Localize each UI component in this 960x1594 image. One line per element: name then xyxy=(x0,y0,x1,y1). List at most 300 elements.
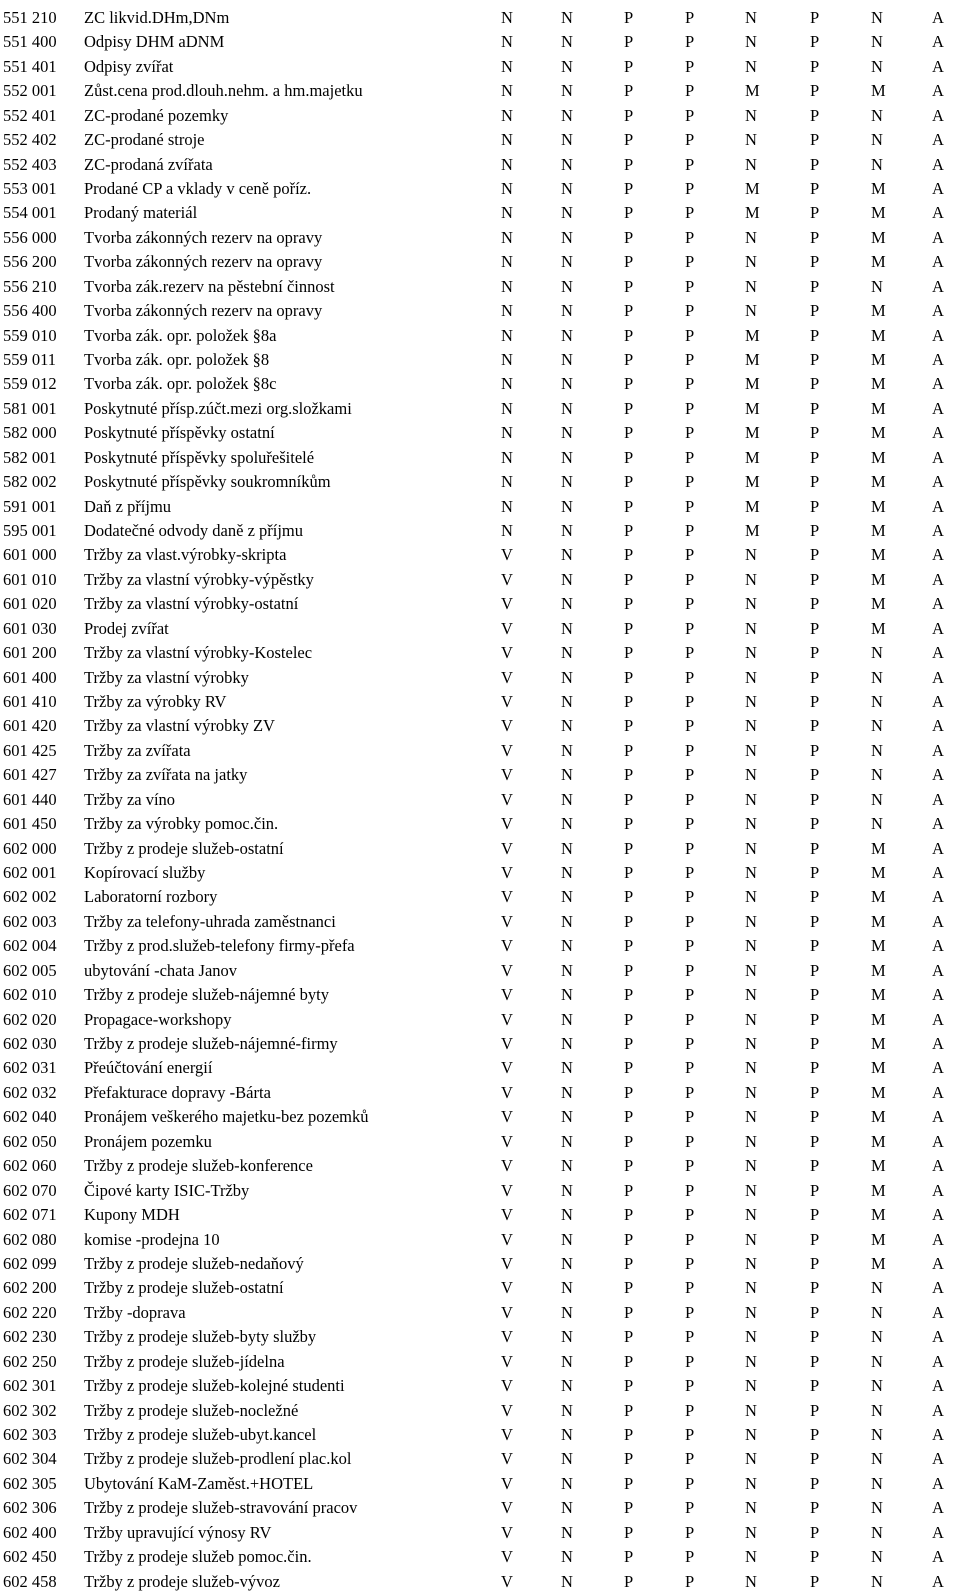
table-row xyxy=(0,1252,960,1276)
account-name: ubytování -chata Janov xyxy=(84,960,238,980)
flag-cell-7: M xyxy=(871,227,886,247)
account-name: Tržby za vlastní výrobky-Kostelec xyxy=(84,643,313,663)
table-row xyxy=(0,812,960,836)
account-code: 602 010 xyxy=(3,985,57,1005)
flag-cell-2: N xyxy=(561,692,573,712)
flag-cell-5: M xyxy=(745,423,760,443)
flag-cell-2: N xyxy=(561,1449,573,1469)
flag-cell-3: P xyxy=(624,398,634,418)
flag-cell-4: P xyxy=(685,814,695,834)
table-row xyxy=(0,1056,960,1080)
flag-cell-5: M xyxy=(745,472,760,492)
flag-cell-8: A xyxy=(932,569,944,589)
flag-cell-6: P xyxy=(810,1156,820,1176)
flag-cell-4: P xyxy=(685,56,695,76)
flag-cell-5: M xyxy=(745,521,760,541)
flag-cell-5: N xyxy=(745,1424,757,1444)
flag-cell-1: V xyxy=(501,1107,513,1127)
flag-cell-1: V xyxy=(501,936,513,956)
flag-cell-1: V xyxy=(501,1082,513,1102)
account-name: Tržby z prodeje služeb-prodlení plac.kol xyxy=(84,1449,352,1469)
table-row xyxy=(0,1276,960,1300)
flag-cell-3: P xyxy=(624,1473,634,1493)
flag-cell-5: N xyxy=(745,936,757,956)
flag-cell-8: A xyxy=(932,1278,944,1298)
flag-cell-3: P xyxy=(624,1253,634,1273)
account-code: 552 403 xyxy=(3,154,57,174)
flag-cell-8: A xyxy=(932,1229,944,1249)
flag-cell-3: P xyxy=(624,252,634,272)
flag-cell-1: N xyxy=(501,447,513,467)
flag-cell-4: P xyxy=(685,569,695,589)
flag-cell-6: P xyxy=(810,716,820,736)
flag-cell-8: A xyxy=(932,56,944,76)
account-code: 601 010 xyxy=(3,569,57,589)
flag-cell-1: V xyxy=(501,643,513,663)
table-row xyxy=(0,446,960,470)
flag-cell-7: N xyxy=(871,1473,883,1493)
flag-cell-4: P xyxy=(685,179,695,198)
account-name: Přeúčtování energií xyxy=(84,1058,213,1078)
flag-cell-7: M xyxy=(871,1205,886,1225)
table-row xyxy=(0,739,960,763)
flag-cell-4: P xyxy=(685,1327,695,1347)
flag-cell-3: P xyxy=(624,1424,634,1444)
account-name: Prodej zvířat xyxy=(84,618,169,638)
account-name: Tvorba zák. opr. položek §8c xyxy=(84,374,277,394)
account-code: 556 400 xyxy=(3,301,57,321)
flag-cell-4: P xyxy=(685,203,695,223)
flag-cell-6: P xyxy=(810,960,820,980)
table-row xyxy=(0,885,960,909)
table-row xyxy=(0,421,960,445)
flag-cell-2: N xyxy=(561,789,573,809)
flag-cell-8: A xyxy=(932,325,944,345)
flag-cell-3: P xyxy=(624,130,634,150)
flag-cell-4: P xyxy=(685,1229,695,1249)
flag-cell-5: N xyxy=(745,643,757,663)
table-row xyxy=(0,6,960,30)
flag-cell-8: A xyxy=(932,252,944,272)
flag-cell-2: N xyxy=(561,350,573,370)
account-name: Tržby z prodeje služeb pomoc.čin. xyxy=(84,1547,312,1567)
flag-cell-8: A xyxy=(932,911,944,931)
flag-cell-8: A xyxy=(932,594,944,614)
flag-cell-6: P xyxy=(810,521,820,541)
flag-cell-7: N xyxy=(871,8,883,27)
flag-cell-2: N xyxy=(561,740,573,760)
flag-cell-8: A xyxy=(932,1180,944,1200)
flag-cell-5: N xyxy=(745,1302,757,1322)
flag-cell-7: N xyxy=(871,692,883,712)
account-code: 601 200 xyxy=(3,643,57,663)
flag-cell-4: P xyxy=(685,863,695,883)
flag-cell-3: P xyxy=(624,618,634,638)
flag-cell-7: M xyxy=(871,1107,886,1127)
account-name: Poskytnuté příspěvky soukromníkům xyxy=(84,472,331,492)
flag-cell-8: A xyxy=(932,521,944,541)
account-code: 559 012 xyxy=(3,374,57,394)
account-code: 556 200 xyxy=(3,252,57,272)
flag-cell-2: N xyxy=(561,1351,573,1371)
flag-cell-5: N xyxy=(745,814,757,834)
flag-cell-5: N xyxy=(745,1571,757,1591)
account-code: 602 230 xyxy=(3,1327,57,1347)
flag-cell-6: P xyxy=(810,8,820,27)
flag-cell-2: N xyxy=(561,521,573,541)
flag-cell-6: P xyxy=(810,1082,820,1102)
flag-cell-8: A xyxy=(932,643,944,663)
flag-cell-6: P xyxy=(810,1522,820,1542)
account-code: 601 440 xyxy=(3,789,57,809)
account-code: 601 420 xyxy=(3,716,57,736)
flag-cell-6: P xyxy=(810,1571,820,1591)
account-code: 581 001 xyxy=(3,398,57,418)
flag-cell-7: N xyxy=(871,32,883,52)
flag-cell-6: P xyxy=(810,692,820,712)
account-name: Tržby upravující výnosy RV xyxy=(84,1522,272,1542)
flag-cell-5: N xyxy=(745,545,757,565)
flag-cell-5: N xyxy=(745,154,757,174)
flag-cell-6: P xyxy=(810,130,820,150)
account-name: Čipové karty ISIC-Tržby xyxy=(84,1180,250,1200)
flag-cell-4: P xyxy=(685,594,695,614)
flag-cell-3: P xyxy=(624,740,634,760)
flag-cell-1: V xyxy=(501,1253,513,1273)
account-name: Laboratorní rozbory xyxy=(84,887,218,907)
flag-cell-8: A xyxy=(932,1253,944,1273)
flag-cell-1: V xyxy=(501,789,513,809)
flag-cell-6: P xyxy=(810,1253,820,1273)
flag-cell-5: N xyxy=(745,1498,757,1518)
flag-cell-4: P xyxy=(685,1156,695,1176)
account-code: 602 040 xyxy=(3,1107,57,1127)
flag-cell-6: P xyxy=(810,56,820,76)
flag-cell-8: A xyxy=(932,203,944,223)
flag-cell-2: N xyxy=(561,1327,573,1347)
account-code: 602 001 xyxy=(3,863,57,883)
flag-cell-3: P xyxy=(624,1498,634,1518)
flag-cell-4: P xyxy=(685,8,695,27)
flag-cell-5: N xyxy=(745,594,757,614)
flag-cell-5: M xyxy=(745,447,760,467)
flag-cell-4: P xyxy=(685,472,695,492)
flag-cell-7: M xyxy=(871,472,886,492)
flag-cell-7: M xyxy=(871,1156,886,1176)
flag-cell-8: A xyxy=(932,740,944,760)
flag-cell-1: V xyxy=(501,569,513,589)
flag-cell-4: P xyxy=(685,1253,695,1273)
flag-cell-7: M xyxy=(871,545,886,565)
flag-cell-2: N xyxy=(561,1107,573,1127)
flag-cell-2: N xyxy=(561,130,573,150)
flag-cell-1: N xyxy=(501,325,513,345)
flag-cell-2: N xyxy=(561,1131,573,1151)
flag-cell-4: P xyxy=(685,130,695,150)
flag-cell-5: N xyxy=(745,1376,757,1396)
table-row xyxy=(0,1228,960,1252)
account-code: 602 050 xyxy=(3,1131,57,1151)
flag-cell-8: A xyxy=(932,1009,944,1029)
table-row xyxy=(0,568,960,592)
table-row xyxy=(0,1203,960,1227)
table-row xyxy=(0,397,960,421)
account-name: Tržby z prodeje služeb-nocležné xyxy=(84,1400,299,1420)
flag-cell-5: N xyxy=(745,1522,757,1542)
flag-cell-2: N xyxy=(561,1034,573,1054)
flag-cell-6: P xyxy=(810,1229,820,1249)
flag-cell-1: V xyxy=(501,1522,513,1542)
flag-cell-7: M xyxy=(871,838,886,858)
flag-cell-2: N xyxy=(561,887,573,907)
flag-cell-5: M xyxy=(745,325,760,345)
flag-cell-6: P xyxy=(810,569,820,589)
account-name: Zůst.cena prod.dlouh.nehm. a hm.majetku xyxy=(84,81,363,101)
table-row xyxy=(0,1399,960,1423)
table-row xyxy=(0,470,960,494)
account-code: 602 032 xyxy=(3,1082,57,1102)
table-row xyxy=(0,324,960,348)
flag-cell-2: N xyxy=(561,1547,573,1567)
table-row xyxy=(0,690,960,714)
flag-cell-1: V xyxy=(501,692,513,712)
account-name: Tržby za vlastní výrobky-výpěstky xyxy=(84,569,314,589)
flag-cell-3: P xyxy=(624,1131,634,1151)
flag-cell-5: M xyxy=(745,203,760,223)
table-row xyxy=(0,714,960,738)
table-row xyxy=(0,1154,960,1178)
flag-cell-2: N xyxy=(561,56,573,76)
flag-cell-7: M xyxy=(871,398,886,418)
flag-cell-3: P xyxy=(624,789,634,809)
flag-cell-1: V xyxy=(501,814,513,834)
account-name: Tržby za vlast.výrobky-skripta xyxy=(84,545,287,565)
flag-cell-1: N xyxy=(501,56,513,76)
account-name: Tržby z prod.služeb-telefony firmy-přefa xyxy=(84,936,355,956)
flag-cell-4: P xyxy=(685,1034,695,1054)
flag-cell-6: P xyxy=(810,911,820,931)
flag-cell-3: P xyxy=(624,545,634,565)
flag-cell-7: N xyxy=(871,1498,883,1518)
account-code: 602 220 xyxy=(3,1302,57,1322)
flag-cell-7: N xyxy=(871,1547,883,1567)
flag-cell-1: V xyxy=(501,1058,513,1078)
flag-cell-6: P xyxy=(810,1376,820,1396)
table-row xyxy=(0,1179,960,1203)
flag-cell-6: P xyxy=(810,203,820,223)
account-name: Tržby za vlastní výrobky ZV xyxy=(84,716,275,736)
account-code: 591 001 xyxy=(3,496,57,516)
account-name: Tržby za zvířata na jatky xyxy=(84,765,248,785)
account-code: 602 004 xyxy=(3,936,57,956)
flag-cell-6: P xyxy=(810,1131,820,1151)
flag-cell-2: N xyxy=(561,1278,573,1298)
account-name: Dodatečné odvody daně z příjmu xyxy=(84,521,304,541)
flag-cell-8: A xyxy=(932,227,944,247)
table-row xyxy=(0,201,960,225)
flag-cell-6: P xyxy=(810,618,820,638)
flag-cell-4: P xyxy=(685,838,695,858)
table-row xyxy=(0,983,960,1007)
flag-cell-3: P xyxy=(624,1180,634,1200)
account-code: 582 000 xyxy=(3,423,57,443)
flag-cell-2: N xyxy=(561,1253,573,1273)
flag-cell-8: A xyxy=(932,398,944,418)
flag-cell-4: P xyxy=(685,618,695,638)
flag-cell-4: P xyxy=(685,643,695,663)
flag-cell-2: N xyxy=(561,447,573,467)
flag-cell-4: P xyxy=(685,374,695,394)
flag-cell-4: P xyxy=(685,789,695,809)
flag-cell-3: P xyxy=(624,1034,634,1054)
account-name: Poskytnuté příspěvky ostatní xyxy=(84,423,275,443)
flag-cell-3: P xyxy=(624,863,634,883)
flag-cell-1: N xyxy=(501,350,513,370)
flag-cell-4: P xyxy=(685,496,695,516)
flag-cell-3: P xyxy=(624,325,634,345)
flag-cell-8: A xyxy=(932,1424,944,1444)
flag-cell-8: A xyxy=(932,1522,944,1542)
table-row xyxy=(0,641,960,665)
flag-cell-2: N xyxy=(561,1498,573,1518)
flag-cell-5: N xyxy=(745,789,757,809)
table-row xyxy=(0,519,960,543)
flag-cell-2: N xyxy=(561,203,573,223)
flag-cell-8: A xyxy=(932,716,944,736)
flag-cell-3: P xyxy=(624,1205,634,1225)
flag-cell-8: A xyxy=(932,1082,944,1102)
flag-cell-5: N xyxy=(745,252,757,272)
flag-cell-3: P xyxy=(624,521,634,541)
flag-cell-1: N xyxy=(501,227,513,247)
flag-cell-5: N xyxy=(745,692,757,712)
flag-cell-6: P xyxy=(810,936,820,956)
flag-cell-3: P xyxy=(624,1156,634,1176)
flag-cell-3: P xyxy=(624,887,634,907)
flag-cell-7: N xyxy=(871,154,883,174)
flag-cell-7: M xyxy=(871,985,886,1005)
flag-cell-5: N xyxy=(745,1449,757,1469)
table-row xyxy=(0,348,960,372)
flag-cell-1: V xyxy=(501,1131,513,1151)
table-row xyxy=(0,666,960,690)
flag-cell-8: A xyxy=(932,105,944,125)
flag-cell-8: A xyxy=(932,814,944,834)
flag-cell-1: V xyxy=(501,1498,513,1518)
flag-cell-8: A xyxy=(932,789,944,809)
flag-cell-3: P xyxy=(624,179,634,198)
flag-cell-2: N xyxy=(561,1229,573,1249)
flag-cell-8: A xyxy=(932,863,944,883)
flag-cell-1: V xyxy=(501,1376,513,1396)
flag-cell-2: N xyxy=(561,569,573,589)
flag-cell-2: N xyxy=(561,1205,573,1225)
flag-cell-3: P xyxy=(624,838,634,858)
flag-cell-5: N xyxy=(745,1253,757,1273)
flag-cell-4: P xyxy=(685,1058,695,1078)
account-code: 602 303 xyxy=(3,1424,57,1444)
account-name: Tržby z prodeje služeb-vývoz xyxy=(84,1571,280,1591)
flag-cell-1: V xyxy=(501,1400,513,1420)
flag-cell-8: A xyxy=(932,960,944,980)
flag-cell-6: P xyxy=(810,838,820,858)
flag-cell-5: N xyxy=(745,56,757,76)
flag-cell-5: N xyxy=(745,1278,757,1298)
flag-cell-8: A xyxy=(932,692,944,712)
flag-cell-7: M xyxy=(871,887,886,907)
flag-cell-7: M xyxy=(871,569,886,589)
account-code: 602 003 xyxy=(3,911,57,931)
account-name: Pronájem veškerého majetku-bez pozemků xyxy=(84,1107,369,1127)
flag-cell-7: N xyxy=(871,789,883,809)
flag-cell-3: P xyxy=(624,1400,634,1420)
flag-cell-8: A xyxy=(932,276,944,296)
account-name: Odpisy DHM aDNM xyxy=(84,32,225,52)
account-name: Tvorba zák. opr. položek §8a xyxy=(84,325,277,345)
account-code: 602 250 xyxy=(3,1351,57,1371)
flag-cell-7: N xyxy=(871,1376,883,1396)
flag-cell-2: N xyxy=(561,423,573,443)
flag-cell-1: V xyxy=(501,960,513,980)
flag-cell-6: P xyxy=(810,81,820,101)
flag-cell-1: N xyxy=(501,472,513,492)
account-name: Tržby z prodeje služeb-kolejné studenti xyxy=(84,1376,345,1396)
flag-cell-2: N xyxy=(561,667,573,687)
flag-cell-7: N xyxy=(871,105,883,125)
flag-cell-1: N xyxy=(501,423,513,443)
flag-cell-4: P xyxy=(685,936,695,956)
flag-cell-6: P xyxy=(810,594,820,614)
account-name: Tržby za víno xyxy=(84,789,176,809)
flag-cell-2: N xyxy=(561,1302,573,1322)
account-code: 602 458 xyxy=(3,1571,57,1591)
account-code: 602 060 xyxy=(3,1156,57,1176)
flag-cell-5: N xyxy=(745,667,757,687)
flag-cell-4: P xyxy=(685,1449,695,1469)
flag-cell-5: N xyxy=(745,1058,757,1078)
account-name: Ubytování KaM-Zaměst.+HOTEL xyxy=(84,1473,314,1493)
flag-cell-8: A xyxy=(932,423,944,443)
flag-cell-2: N xyxy=(561,960,573,980)
table-row xyxy=(0,959,960,983)
flag-cell-4: P xyxy=(685,911,695,931)
flag-cell-2: N xyxy=(561,154,573,174)
flag-cell-3: P xyxy=(624,8,634,27)
table-row xyxy=(0,861,960,885)
account-code: 601 020 xyxy=(3,594,57,614)
account-code: 602 400 xyxy=(3,1522,57,1542)
flag-cell-8: A xyxy=(932,496,944,516)
flag-cell-3: P xyxy=(624,227,634,247)
account-name: Tržby z prodeje služeb-nájemné-firmy xyxy=(84,1034,338,1054)
flag-cell-5: N xyxy=(745,765,757,785)
flag-cell-5: N xyxy=(745,1547,757,1567)
flag-cell-7: M xyxy=(871,350,886,370)
flag-cell-8: A xyxy=(932,1156,944,1176)
account-name: Prodaný materiál xyxy=(84,203,198,223)
account-name: ZC likvid.DHm,DNm xyxy=(84,8,230,27)
flag-cell-3: P xyxy=(624,1351,634,1371)
table-row xyxy=(0,910,960,934)
flag-cell-7: N xyxy=(871,1571,883,1591)
account-name: Tržby z prodeje služeb-nedaňový xyxy=(84,1253,304,1273)
flag-cell-3: P xyxy=(624,667,634,687)
flag-cell-4: P xyxy=(685,32,695,52)
flag-cell-6: P xyxy=(810,154,820,174)
account-code: 551 210 xyxy=(3,8,57,27)
flag-cell-7: N xyxy=(871,1522,883,1542)
flag-cell-7: N xyxy=(871,1302,883,1322)
